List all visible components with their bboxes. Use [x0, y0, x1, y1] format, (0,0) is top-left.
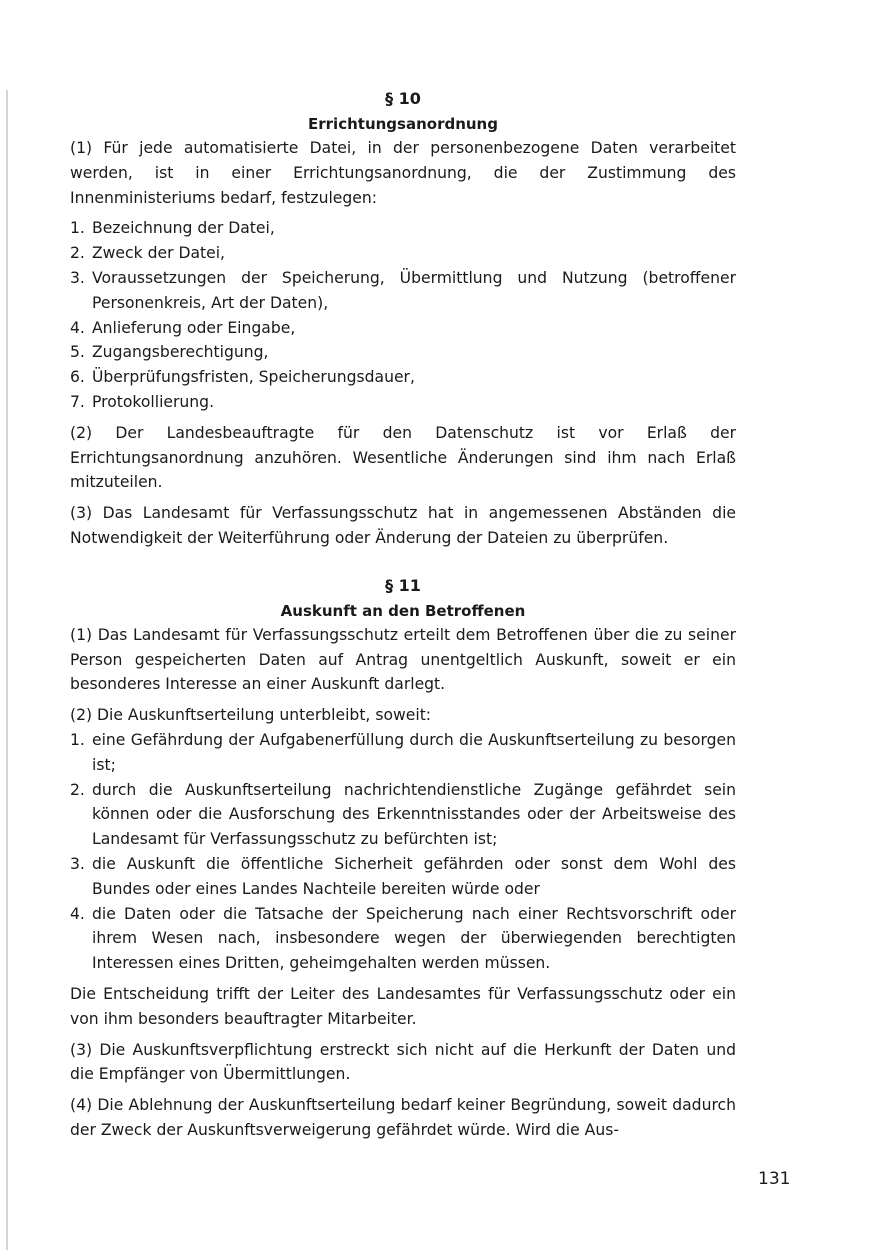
section-11-list — [70, 728, 736, 976]
list-item-text: Bezeichnung der Datei, — [92, 219, 275, 238]
list-item — [70, 316, 736, 341]
list-item-text: durch die Auskunftserteilung nachrichtendienstliche Zugänge gefährdet sein können oder die Ausforschung des Erkenntnisstandes oder der Arbeitsweise des Landesamt für Verfassungsschutz zu befürchten ist; — [92, 780, 736, 849]
section-10-list — [70, 216, 736, 414]
paragraph-2-conclusion: Die Entscheidung trifft der Leiter des Landesamtes für Verfassungsschutz oder ein von ihm besonders beauftragter Mitarbeiter. — [70, 984, 736, 1028]
paragraph-1: (1) Für jede automatisierte Datei, in der personenbezogene Daten verarbeitet werden, ist in einer Errichtungsanordnung, die der Zustimmung des Innenministeriums bedarf, festzulegen: — [70, 139, 736, 207]
section-spacer — [70, 557, 736, 573]
list-item-number: 4. — [70, 904, 85, 923]
paragraph-4: (4) Die Ablehnung der Auskunftserteilung bedarf keiner Begründung, soweit dadurch der Zweck der Auskunftsverweigerung gefährdet würde. Wird die Aus- — [70, 1096, 736, 1139]
list-item — [70, 241, 736, 266]
list-item-text: Zweck der Datei, — [92, 244, 226, 263]
list-item-text: Protokollierung. — [92, 392, 215, 411]
section-number: § 11 — [385, 575, 421, 595]
section-title: Auskunft an den Betroffenen — [280, 601, 526, 620]
list-item-number: 3. — [70, 854, 85, 873]
list-item-number: 1. — [70, 219, 85, 238]
list-item-number: 3. — [70, 268, 85, 287]
page-number: 131 — [758, 1169, 791, 1189]
list-item-text: Voraussetzungen der Speicherung, Übermittlung und Nutzung (betroffener Personenkreis, Art der Daten), — [92, 268, 736, 312]
section-11 — [70, 573, 736, 1143]
list-item-number: 1. — [70, 730, 85, 749]
paragraph-3: (3) Die Auskunftsverpflichtung erstreckt sich nicht auf die Herkunft der Daten und die Empfänger von Übermittlungen. — [70, 1040, 736, 1084]
list-item-text: eine Gefährdung der Aufgabenerfüllung durch die Auskunftserteilung zu besorgen ist; — [92, 730, 736, 774]
list-item — [70, 390, 736, 415]
paragraph-1: (1) Das Landesamt für Verfassungsschutz erteilt dem Betroffenen über die zu seiner Person gespeicherten Daten auf Antrag unentgeltlich Auskunft, soweit er ein besonderes Interesse an einer Auskunft darlegt. — [70, 625, 736, 694]
list-item-text: Überprüfungsfristen, Speicherungsdauer, — [92, 368, 415, 387]
list-item-number: 7. — [70, 392, 85, 411]
list-item-text: Anlieferung oder Eingabe, — [92, 318, 296, 337]
list-item — [70, 852, 736, 902]
paragraph-3: (3) Das Landesamt für Verfassungsschutz hat in angemessenen Abständen die Notwendigkeit der Weiterführung oder Änderung der Dateien zu überprüfen. — [70, 504, 736, 547]
paragraph-2: (2) Der Landesbeauftragte für den Datenschutz ist vor Erlaß der Errichtungsanordnung anzuhören. Wesentliche Änderungen sind ihm nach Erlaß mitzuteilen. — [70, 423, 736, 492]
list-item — [70, 778, 736, 852]
section-10 — [70, 86, 736, 551]
list-item-text: die Daten oder die Tatsache der Speicherung nach einer Rechtsvorschrift oder ihrem Wesen nach, insbesondere wegen der überwiegenden berechtigten Interessen eines Dritten, geheimgehalten werden müssen. — [92, 904, 736, 973]
document-page — [70, 86, 736, 1149]
list-item-text: Zugangsberechtigung, — [92, 343, 269, 362]
list-item — [70, 902, 736, 976]
list-item — [70, 266, 736, 316]
page-binding-edge — [6, 90, 8, 1250]
list-item — [70, 728, 736, 778]
list-item-number: 6. — [70, 368, 85, 387]
list-item-text: die Auskunft die öffentliche Sicherheit gefährden oder sonst dem Wohl des Bundes oder eines Landes Nachteile bereiten würde oder — [92, 854, 736, 898]
list-item — [70, 340, 736, 365]
list-item — [70, 216, 736, 241]
list-item-number: 2. — [70, 244, 85, 263]
list-item-number: 4. — [70, 318, 85, 337]
paragraph-2: (2) Die Auskunftserteilung unterbleibt, soweit: — [70, 706, 432, 725]
list-item-number: 2. — [70, 780, 85, 799]
list-item — [70, 365, 736, 390]
section-number: § 10 — [385, 89, 421, 108]
section-title: Errichtungsanordnung — [308, 115, 498, 133]
list-item-number: 5. — [70, 343, 85, 362]
